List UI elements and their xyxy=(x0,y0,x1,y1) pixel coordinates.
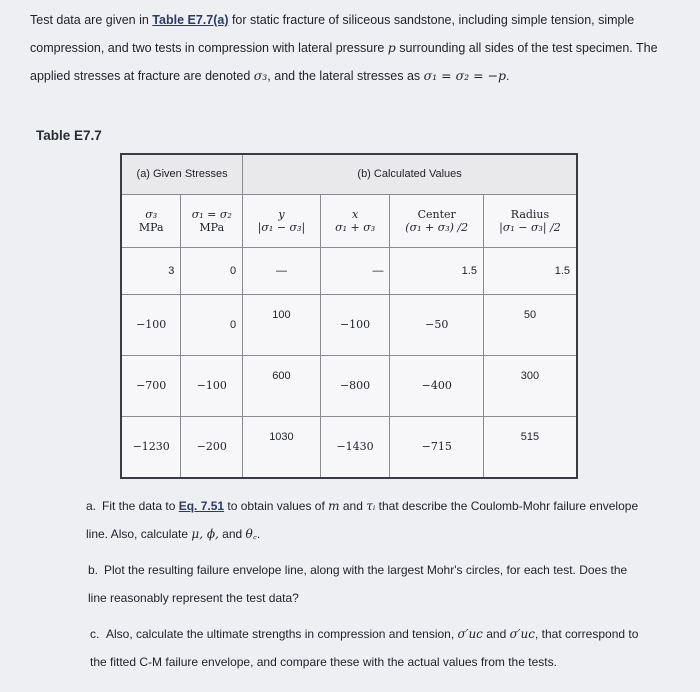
cell-center: −400 xyxy=(390,355,484,416)
cell-s3: −700 xyxy=(121,355,181,416)
sigma-uc-symbol: σ′uc xyxy=(457,627,483,641)
cell-center: 1.5 xyxy=(390,247,484,294)
col-sigma3 xyxy=(121,194,181,247)
table-title: Table E7.7 xyxy=(36,128,102,143)
cell-s3: −1230 xyxy=(121,416,181,478)
cell-radius: 515 xyxy=(483,416,577,478)
table-row xyxy=(121,416,577,478)
question-letter: a. xyxy=(86,499,97,513)
col-line2: σ₁ + σ₃ xyxy=(335,220,376,234)
intro-text: . xyxy=(506,69,510,83)
group-given-stresses: (a) Given Stresses xyxy=(121,154,243,194)
col-x xyxy=(320,194,390,247)
question-text: . xyxy=(256,527,261,541)
col-line1: σ₁ = σ₂ xyxy=(191,207,232,221)
theta-symbol: θ꜀ xyxy=(245,527,257,541)
intro-text: , and the lateral stresses as xyxy=(267,69,424,83)
question-a xyxy=(86,492,646,548)
col-line1: y xyxy=(278,207,285,221)
cell-x: — xyxy=(320,247,390,294)
sigma3-symbol: σ₃ xyxy=(253,68,268,83)
cell-radius: 50 xyxy=(483,294,577,355)
col-line1: σ₃ xyxy=(145,207,158,221)
col-line1: Center xyxy=(417,207,456,221)
lateral-equation: σ₁ = σ₂ = −p xyxy=(423,68,507,83)
greek-symbols: μ, ϕ, xyxy=(191,527,219,541)
question-text: Also, calculate the ultimate strengths in compression and tension, xyxy=(106,627,458,641)
cell-y: 600 xyxy=(243,355,321,416)
question-c xyxy=(90,620,640,676)
col-line2: MPa xyxy=(138,220,164,234)
col-line2: MPa xyxy=(199,220,225,234)
question-text: and xyxy=(482,627,510,641)
tau-symbol: τᵢ xyxy=(366,499,376,513)
question-text: , that correspond to the fitted C-M failure envelope, and compare these with the actual values from the tests. xyxy=(90,627,639,669)
cell-x: −1430 xyxy=(320,416,390,478)
col-center xyxy=(390,194,484,247)
question-letter: b. xyxy=(88,563,99,577)
p-symbol: p xyxy=(387,40,396,55)
col-line1: Radius xyxy=(510,207,550,221)
question-text: Plot the resulting failure envelope line, along with the largest Mohr's circles, for each test. Does the line reasonably represent the test data? xyxy=(88,563,628,605)
table-row xyxy=(121,294,577,355)
cell-radius: 1.5 xyxy=(483,247,577,294)
table-group-header xyxy=(121,154,577,194)
cell-s12: 0 xyxy=(181,247,243,294)
cell-y: — xyxy=(243,247,321,294)
col-sigma12 xyxy=(181,194,243,247)
sigma-uc-symbol: σ′uc xyxy=(509,627,535,641)
cell-x: −100 xyxy=(320,294,390,355)
col-line2: |σ₁ − σ₃| xyxy=(257,220,306,234)
col-line1: x xyxy=(351,207,359,221)
intro-text: Test data are given in xyxy=(30,13,153,27)
intro-paragraph xyxy=(30,6,670,90)
question-text: Fit the data to xyxy=(102,499,179,513)
cell-s3: 3 xyxy=(121,247,181,294)
table-link[interactable]: Table E7.7(a) xyxy=(152,13,229,27)
question-text: to obtain values of xyxy=(224,499,329,513)
question-b xyxy=(88,556,648,612)
intro-text: for static fracture of siliceous sandstone, including simple tension, simple compression, and two tests in compression with lateral pressure xyxy=(30,13,635,55)
cell-x: −800 xyxy=(320,355,390,416)
question-text: that describe the Coulomb-Mohr failure envelope line. Also, calculate xyxy=(86,499,639,541)
equation-link[interactable]: Eq. 7.51 xyxy=(178,499,225,513)
cell-center: −715 xyxy=(390,416,484,478)
col-y xyxy=(243,194,321,247)
cell-radius: 300 xyxy=(483,355,577,416)
col-line2: (σ₁ + σ₃) /2 xyxy=(405,220,469,234)
cell-center: −50 xyxy=(390,294,484,355)
question-text: and xyxy=(218,527,246,541)
m-symbol: m xyxy=(328,499,340,513)
intro-text: surrounding all sides of the test specimen. The applied stresses at fracture are denoted xyxy=(30,41,658,83)
question-text: and xyxy=(339,499,367,513)
cell-s12: −100 xyxy=(181,355,243,416)
question-letter: c. xyxy=(90,627,100,641)
cell-s12: 0 xyxy=(181,294,243,355)
col-radius xyxy=(483,194,577,247)
cell-y: 100 xyxy=(243,294,321,355)
table-row xyxy=(121,355,577,416)
stress-table xyxy=(120,153,578,479)
table-column-header xyxy=(121,194,577,247)
table-row xyxy=(121,247,577,294)
cell-s12: −200 xyxy=(181,416,243,478)
cell-s3: −100 xyxy=(121,294,181,355)
col-line2: |σ₁ − σ₃| /2 xyxy=(499,220,561,234)
cell-y: 1030 xyxy=(243,416,321,478)
group-calculated-values: (b) Calculated Values xyxy=(243,154,577,194)
